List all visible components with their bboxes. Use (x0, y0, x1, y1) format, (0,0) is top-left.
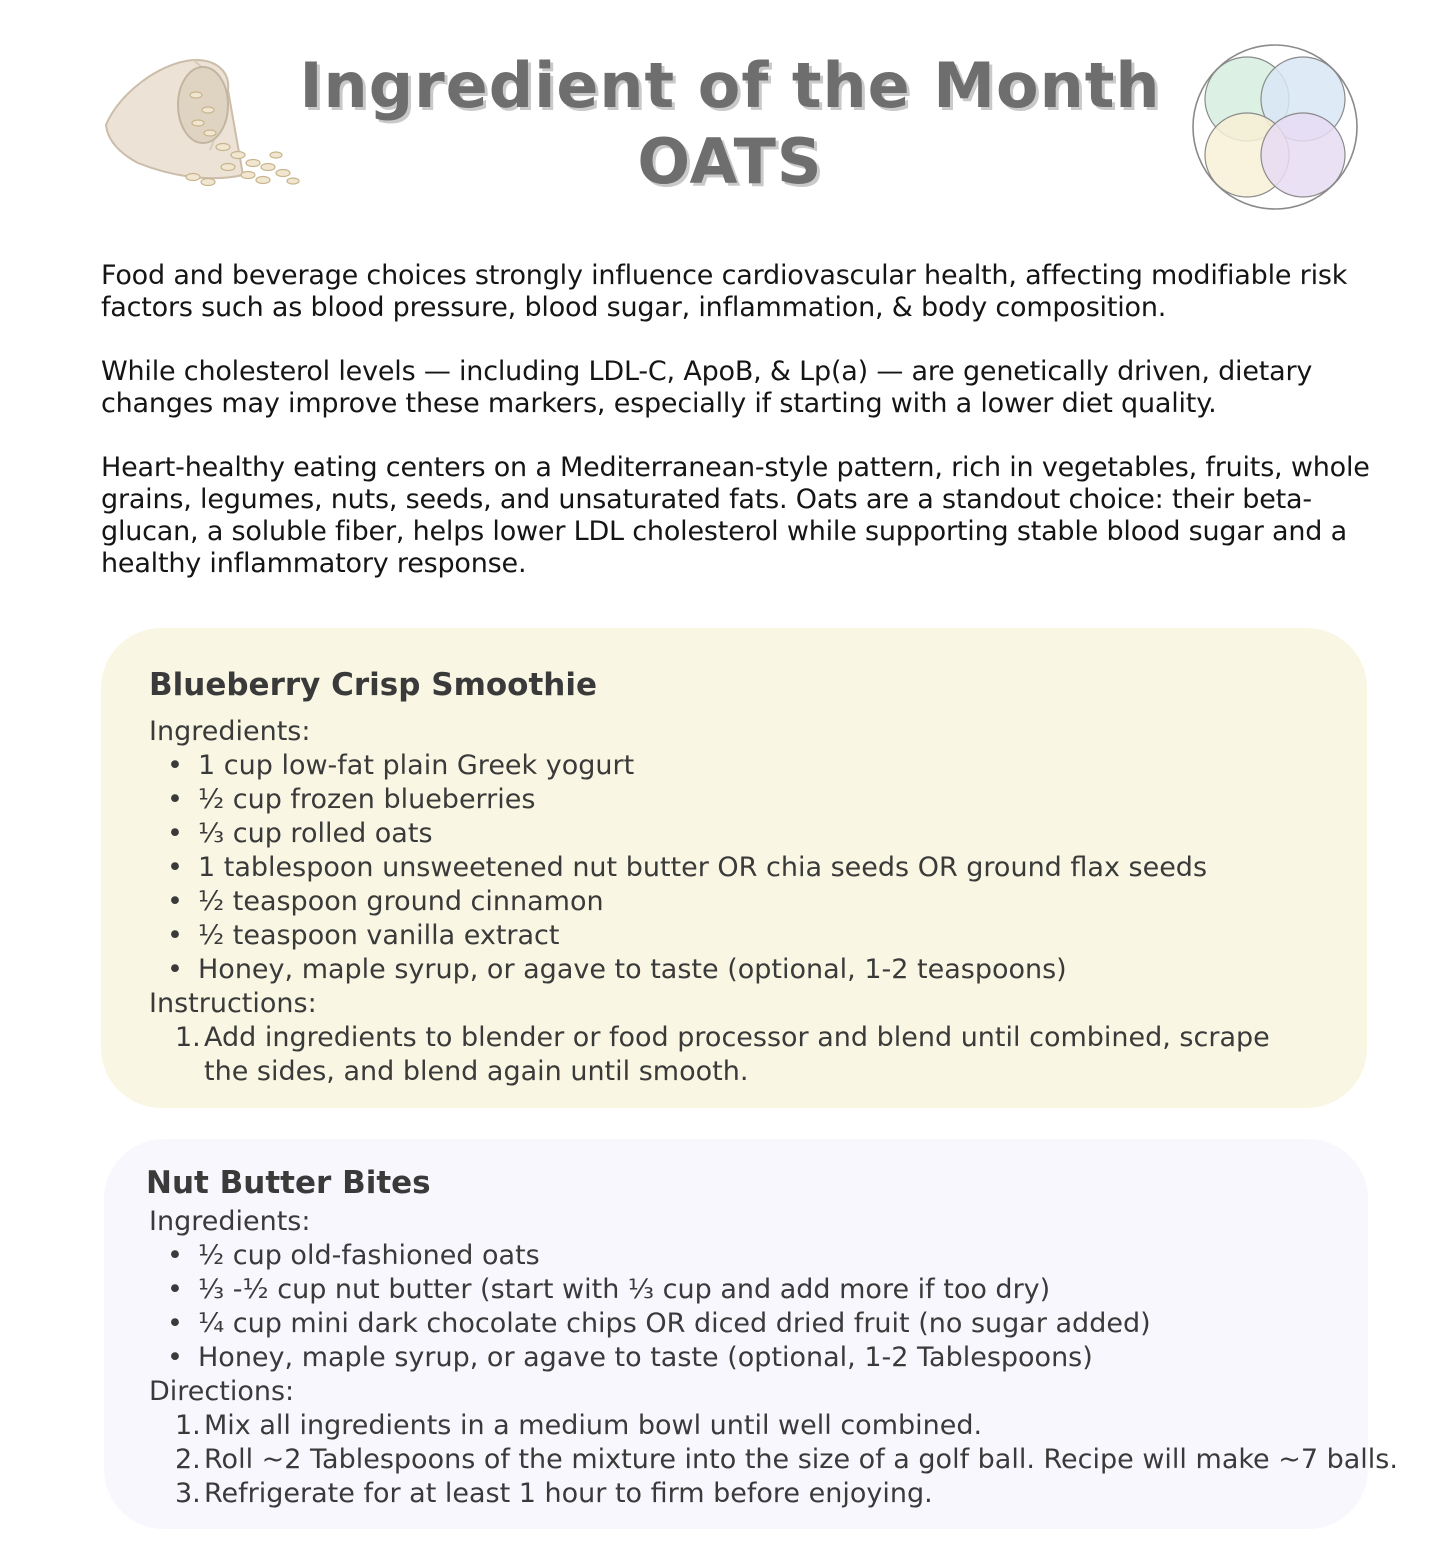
instructions-list (149, 1021, 1309, 1089)
step-number: 2. (175, 1444, 201, 1475)
step-number: 1. (175, 1410, 201, 1441)
step-text: Roll ~2 Tablespoons of the mixture into the size of a golf ball. Recipe will make ~7 balls. (204, 1444, 1398, 1475)
step-text: Add ingredients to blender or food processor and blend until combined, scrape the sides, and blend again until smooth. (204, 1022, 1270, 1087)
recipe-title: Nut Butter Bites (146, 1165, 431, 1201)
intro-paragraph: While cholesterol levels — including LDL-C, ApoB, & Lp(a) — are genetically driven, dietary changes may improve these markers, especially if starting with a lower diet quality. (101, 356, 1313, 419)
title-line-2: OATS (637, 125, 823, 198)
ingredients-label: Ingredients: (149, 716, 311, 747)
list-item: • ½ cup old-fashioned oats (149, 1239, 1151, 1273)
title-line-1: Ingredient of the Month (299, 49, 1161, 122)
list-item (149, 1409, 1398, 1443)
intro-paragraph: Food and beverage choices strongly influence cardiovascular health, affecting modifiable risk factors such as blood pressure, blood sugar, inflammation, & body composition. (101, 260, 1348, 323)
list-item: • Honey, maple syrup, or agave to taste (optional, 1-2 Tablespoons) (149, 1341, 1151, 1375)
list-item (149, 1021, 1309, 1089)
ingredients-list (149, 1239, 1151, 1375)
list-item: • Honey, maple syrup, or agave to taste (optional, 1-2 teaspoons) (149, 953, 1207, 987)
list-item: • ⅓ cup rolled oats (149, 817, 1207, 851)
list-item (149, 1477, 1398, 1511)
list-item: • ¼ cup mini dark chocolate chips OR diced dried fruit (no sugar added) (149, 1307, 1151, 1341)
ingredients-label: Ingredients: (149, 1206, 311, 1237)
step-number: 3. (175, 1478, 201, 1509)
recipe-title: Blueberry Crisp Smoothie (149, 667, 598, 703)
step-text: Refrigerate for at least 1 hour to firm before enjoying. (204, 1478, 933, 1509)
list-item: • 1 tablespoon unsweetened nut butter OR chia seeds OR ground flax seeds (149, 851, 1207, 885)
list-item: • 1 cup low-fat plain Greek yogurt (149, 749, 1207, 783)
intro-text (101, 260, 1371, 612)
step-text: Mix all ingredients in a medium bowl until well combined. (204, 1410, 983, 1441)
list-item: • ⅓ -½ cup nut butter (start with ⅓ cup and add more if too dry) (149, 1273, 1151, 1307)
list-item (149, 1443, 1398, 1477)
directions-label: Directions: (149, 1376, 295, 1407)
list-item: • ½ teaspoon ground cinnamon (149, 885, 1207, 919)
page-title (230, 48, 1230, 200)
instructions-label: Instructions: (149, 988, 317, 1019)
venn-logo-icon (1190, 42, 1360, 212)
directions-list (149, 1409, 1398, 1511)
list-item: • ½ teaspoon vanilla extract (149, 919, 1207, 953)
step-number: 1. (175, 1022, 201, 1053)
ingredients-list (149, 749, 1207, 987)
intro-paragraph: Heart-healthy eating centers on a Mediterranean-style pattern, rich in vegetables, fruits, whole grains, legumes, nuts, seeds, and unsaturated fats. Oats are a standout choice: their beta-glucan, a soluble fiber, helps lower LDL cholesterol while supporting stable blood sugar and a healthy inflammatory response. (101, 452, 1370, 579)
list-item: • ½ cup frozen blueberries (149, 783, 1207, 817)
